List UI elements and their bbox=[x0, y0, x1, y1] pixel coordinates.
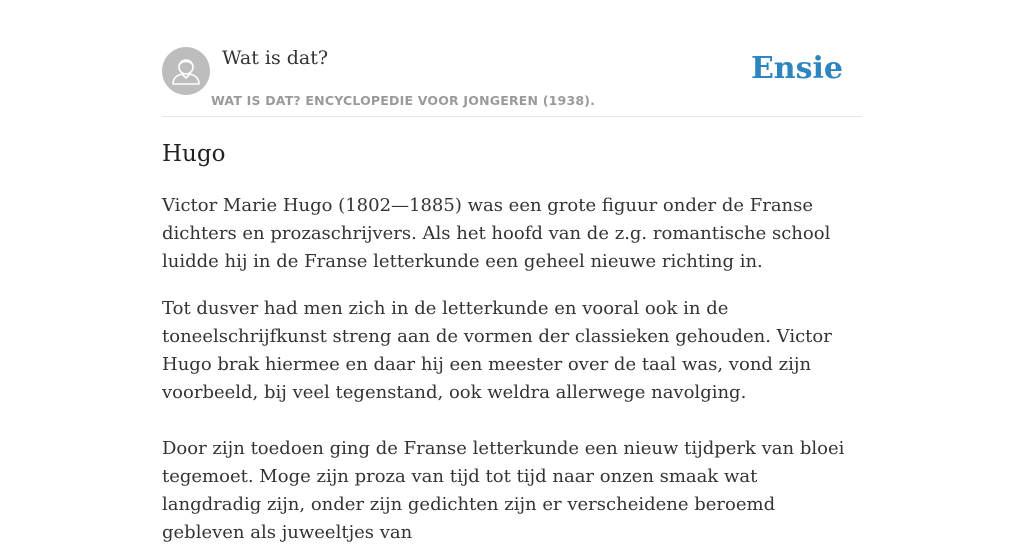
source-name-link[interactable]: Wat is dat? bbox=[222, 47, 329, 69]
avatar[interactable] bbox=[162, 47, 210, 95]
article-title: Hugo bbox=[162, 141, 226, 167]
content-column bbox=[162, 0, 862, 543]
article-paragraph: Door zijn toedoen ging de Franse letterkunde een nieuw tijdperk van bloei tegemoet. Moge zijn proza van tijd tot tijd naar onzen smaak wat langdradig zijn, onder zijn gedichten zijn er verscheidene beroemd gebleven als juweeltjes van bbox=[162, 438, 845, 543]
source-subtitle: WAT IS DAT? ENCYCLOPEDIE VOOR JONGEREN (1938). bbox=[211, 93, 596, 108]
article-paragraph: Tot dusver had men zich in de letterkunde en vooral ook in de toneelschrijfkunst streng aan de vormen der classieken gehouden. Victor Hugo brak hiermee en daar hij een meester over de taal was, vond zijn voorbeeld, bij veel tegenstand, ook weldra allerwege navolging. bbox=[162, 298, 832, 403]
source-header bbox=[162, 0, 862, 117]
ensie-logo[interactable]: Ensie bbox=[750, 51, 843, 86]
user-icon bbox=[162, 47, 210, 95]
article-paragraph: Victor Marie Hugo (1802—1885) was een grote figuur onder de Franse dichters en prozaschrijvers. Als het hoofd van de z.g. romantische school luidde hij in de Franse letterkunde een geheel nieuwe richting in. bbox=[162, 195, 831, 272]
